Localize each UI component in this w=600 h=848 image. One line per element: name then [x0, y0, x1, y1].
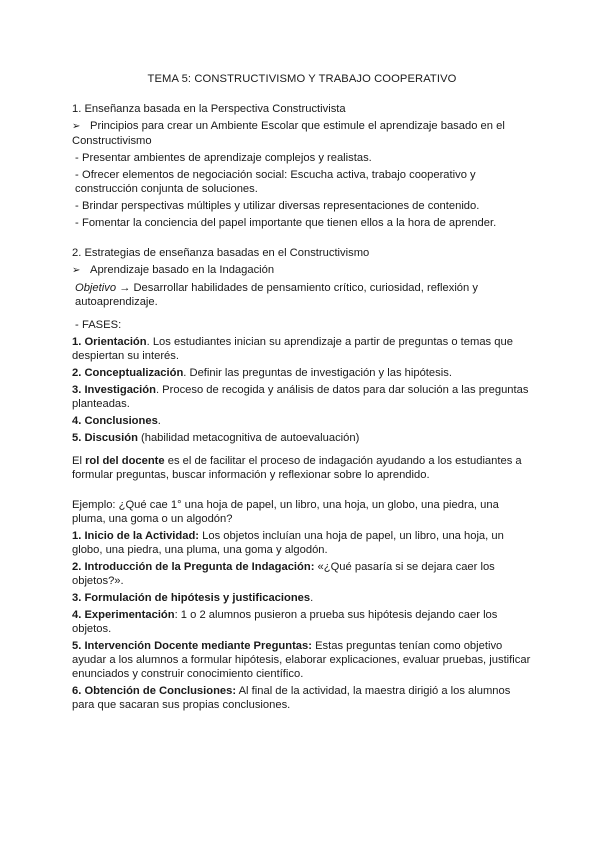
role-prefix: El — [72, 455, 86, 467]
step-text: «¿Qué pasaría si se dejara caer los objetos?». — [72, 561, 495, 587]
step-text: Estas preguntas tenían como objetivo ayudar a los alumnos a formular hipótesis, elaborar explicaciones, evaluar pruebas, justificar enunciados y construir conocimiento científico. — [72, 640, 531, 680]
dash-bullet-icon: - — [75, 152, 79, 164]
section1-item — [72, 168, 532, 196]
arrowhead-bullet-icon: ➢ — [72, 121, 81, 132]
step-name: 5. Intervención Docente mediante Preguntas: — [72, 640, 312, 652]
phase-item — [72, 383, 532, 411]
section2-approach-text: Aprendizaje basado en la Indagación — [90, 264, 275, 276]
step-name: 6. Obtención de Conclusiones: — [72, 685, 237, 697]
phase-name: 1. Orientación — [72, 336, 147, 348]
example-step — [72, 608, 532, 636]
example-step — [72, 684, 532, 712]
dash-bullet-icon: - — [75, 169, 79, 181]
objective-arrow-icon: → — [119, 282, 131, 294]
section1-principle-text: Principios para crear un Ambiente Escolar que estimule el aprendizaje basado en el Constructivismo — [72, 120, 505, 147]
phase-item — [72, 414, 532, 428]
phase-name: 2. Conceptualización — [72, 367, 184, 379]
section2-heading: 2. Estrategias de enseñanza basadas en el Constructivismo — [72, 247, 370, 259]
step-name: 1. Inicio de la Actividad: — [72, 530, 200, 542]
step-text: Los objetos incluían una hoja de papel, un libro, una hoja, un globo, una piedra, una pluma, una goma y algodón. — [72, 530, 504, 556]
role-text: es el de facilitar el proceso de indagación ayudando a los estudiantes a formular preguntas, buscar información y reflexionar sobre lo aprendido. — [72, 455, 522, 481]
dash-bullet-icon: - — [75, 200, 79, 212]
step-text: : 1 o 2 alumnos pusieron a prueba sus hipótesis dejando caer los objetos. — [72, 609, 498, 635]
document-page — [72, 72, 532, 712]
section2-objective — [72, 281, 532, 309]
step-name: 2. Introducción de la Pregunta de Indagación: — [72, 561, 315, 573]
step-text: . — [310, 592, 314, 604]
phase-name: 4. Conclusiones — [72, 415, 158, 427]
example-step — [72, 591, 532, 605]
section1-heading: 1. Enseñanza basada en la Perspectiva Constructivista — [72, 103, 346, 115]
phase-text: . — [157, 415, 161, 427]
objective-label: Objetivo — [75, 282, 117, 294]
section1-item-text: Fomentar la conciencia del papel importante que tienen ellos a la hora de aprender. — [82, 217, 497, 229]
section1-item-text: Presentar ambientes de aprendizaje complejos y realistas. — [82, 152, 372, 164]
dash-bullet-icon: - — [75, 319, 79, 331]
phase-name: 5. Discusión — [72, 432, 138, 444]
example-step — [72, 529, 532, 557]
objective-text: Desarrollar habilidades de pensamiento crítico, curiosidad, reflexión y autoaprendizaje. — [75, 282, 478, 308]
phase-text: . Los estudiantes inician su aprendizaje a partir de preguntas o temas que despiertan su interés. — [72, 336, 513, 362]
phase-name: 3. Investigación — [72, 384, 156, 396]
teacher-role — [72, 454, 532, 482]
step-text: Al final de la actividad, la maestra dirigió a los alumnos para que sacaran sus propias conclusiones. — [72, 685, 511, 711]
document-title: TEMA 5: CONSTRUCTIVISMO Y TRABAJO COOPERATIVO — [147, 73, 457, 85]
step-name: 4. Experimentación — [72, 609, 175, 621]
arrowhead-bullet-icon: ➢ — [72, 265, 81, 276]
phases-label-text: FASES: — [82, 319, 122, 331]
phases-label — [72, 318, 532, 332]
phase-text: (habilidad metacognitiva de autoevaluación) — [137, 432, 360, 444]
section1-item — [72, 151, 532, 165]
phase-text: . Proceso de recogida y análisis de datos para dar solución a las preguntas planteadas. — [72, 384, 529, 410]
section1-item-text: Brindar perspectivas múltiples y utilizar diversas representaciones de contenido. — [82, 200, 480, 212]
section2-approach — [72, 263, 532, 278]
phase-text: . Definir las preguntas de investigación y las hipótesis. — [183, 367, 452, 379]
example-step — [72, 560, 532, 588]
section1-principle — [72, 119, 532, 148]
step-name: 3. Formulación de hipótesis y justificaciones — [72, 592, 311, 604]
role-bold: rol del docente — [85, 455, 165, 467]
section1-item — [72, 199, 532, 213]
dash-bullet-icon: - — [75, 217, 79, 229]
section1-item-text: Ofrecer elementos de negociación social: Escucha activa, trabajo cooperativo y construcción conjunta de soluciones. — [75, 169, 476, 195]
section1-item — [72, 216, 532, 230]
phase-item — [72, 366, 532, 380]
example-step — [72, 639, 532, 681]
phase-item — [72, 431, 532, 445]
example-intro: Ejemplo: ¿Qué cae 1° una hoja de papel, un libro, una hoja, un globo, una piedra, una pluma, una goma o un algodón? — [72, 499, 499, 525]
phase-item — [72, 335, 532, 363]
